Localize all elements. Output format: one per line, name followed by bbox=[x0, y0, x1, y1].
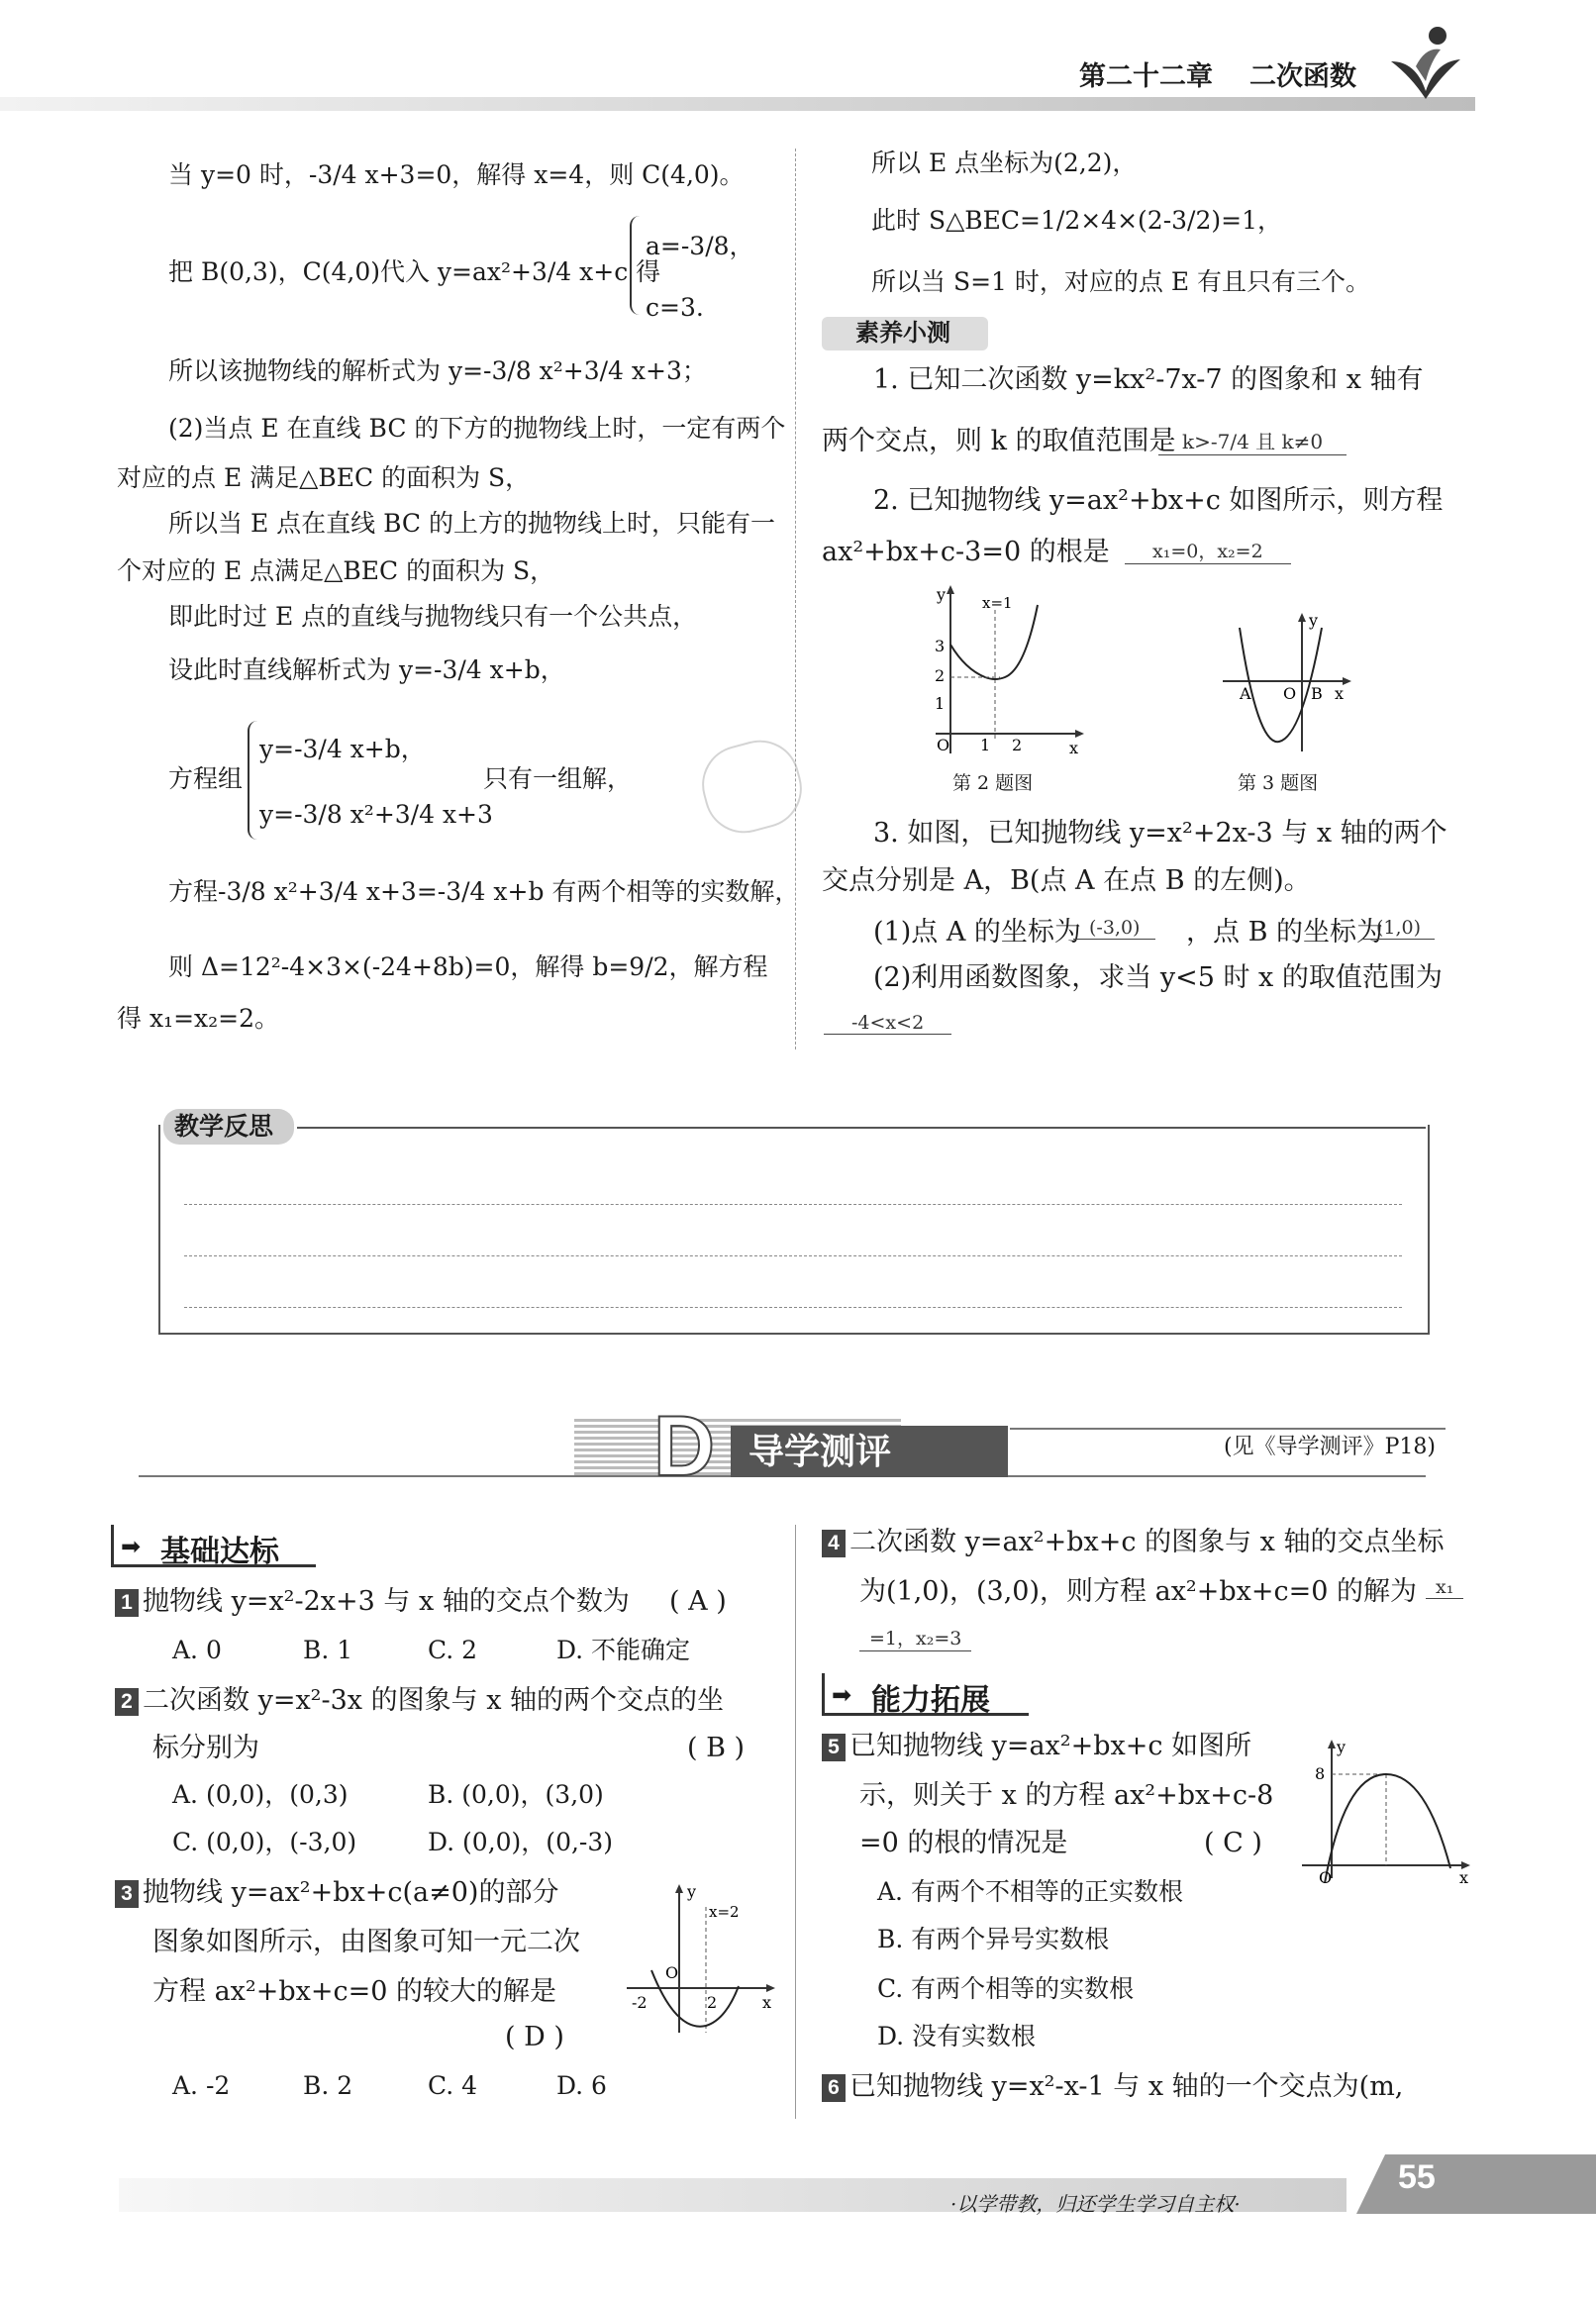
svg-text:x: x bbox=[1069, 739, 1079, 757]
answer: (1,0) bbox=[1362, 917, 1435, 940]
answer-paren: ( A ) bbox=[669, 1586, 727, 1617]
question: 4 二次函数 y=ax²+bx+c 的图象与 x 轴的交点坐标 bbox=[822, 1525, 1444, 1560]
arrow-icon: ➡ bbox=[121, 1533, 142, 1560]
svg-text:y: y bbox=[937, 585, 947, 604]
figure-jichu-q3-graph bbox=[622, 1879, 780, 2038]
solution-line: 把 B(0,3)，C(4,0)代入 y=ax²+3/4 x+c 得 bbox=[168, 257, 661, 286]
daoxue-title: 导学测评 bbox=[748, 1431, 892, 1471]
note-line bbox=[184, 1307, 1402, 1308]
option: B. 有两个异号实数根 bbox=[877, 1925, 1110, 1953]
svg-text:O: O bbox=[1283, 684, 1297, 703]
svg-text:O: O bbox=[937, 736, 950, 754]
option: A. (0,0)，(0,3) bbox=[172, 1780, 349, 1809]
q-text: 图象如图所示，由图象可知一元二次 bbox=[152, 1927, 580, 1957]
q-text: =0 的根的情况是 bbox=[859, 1828, 1068, 1858]
q-text: 交点分别是 A，B(点 A 在点 B 的左侧)。 bbox=[822, 865, 1311, 896]
svg-text:3: 3 bbox=[935, 637, 946, 655]
svg-text:y: y bbox=[1337, 1738, 1347, 1756]
question: 5 已知抛物线 y=ax²+bx+c 如图所 bbox=[822, 1729, 1251, 1764]
svg-text:-2: -2 bbox=[632, 1993, 648, 2012]
answer: x₁=0，x₂=2 bbox=[1125, 537, 1291, 564]
answer-paren: ( D ) bbox=[505, 2022, 564, 2052]
option: C. 2 bbox=[428, 1636, 478, 1664]
q-text: 方程 ax²+bx+c=0 的较大的解是 bbox=[152, 1976, 556, 2007]
question: 1 抛物线 y=x²-2x+3 与 x 轴的交点个数为 bbox=[115, 1584, 630, 1620]
option: A. 有两个不相等的正实数根 bbox=[877, 1877, 1183, 1906]
solution-line: 得 x₁=x₂=2。 bbox=[117, 1004, 279, 1033]
option: D. 没有实数根 bbox=[877, 2022, 1037, 2050]
option: D. (0,0)，(0,-3) bbox=[428, 1828, 614, 1856]
daoxue-letter: D bbox=[653, 1399, 716, 1494]
answer: k>-7/4 且 k≠0 bbox=[1158, 426, 1347, 455]
svg-text:x=1: x=1 bbox=[982, 594, 1013, 612]
svg-text:2: 2 bbox=[935, 666, 946, 685]
svg-text:y: y bbox=[687, 1882, 697, 1901]
option: B. 2 bbox=[303, 2071, 353, 2100]
nengli-title: 能力拓展 bbox=[871, 1684, 990, 1717]
figure-q3-graph bbox=[1218, 608, 1356, 756]
option: D. 6 bbox=[556, 2071, 607, 2100]
solution-line: a=-3/8， bbox=[646, 232, 754, 260]
svg-text:y: y bbox=[1309, 611, 1319, 630]
solution-line: 所以当 E 点在直线 BC 的上方的抛物线上时，只能有一 bbox=[168, 509, 776, 538]
page-number: 55 bbox=[1398, 2158, 1436, 2196]
svg-text:x: x bbox=[1459, 1868, 1469, 1883]
svg-text:2: 2 bbox=[1012, 736, 1023, 754]
svg-text:1: 1 bbox=[935, 694, 946, 713]
option: C. 4 bbox=[428, 2071, 478, 2100]
svg-text:1: 1 bbox=[980, 736, 991, 754]
solution-line: 设此时直线解析式为 y=-3/4 x+b， bbox=[168, 655, 565, 684]
q-text: 3. 如图，已知抛物线 y=x²+2x-3 与 x 轴的两个 bbox=[873, 818, 1447, 849]
option: C. (0,0)，(-3,0) bbox=[172, 1828, 357, 1856]
svg-text:2: 2 bbox=[707, 1993, 718, 2012]
q-text: 示，则关于 x 的方程 ax²+bx+c-8 bbox=[859, 1780, 1274, 1811]
option: A. 0 bbox=[172, 1636, 222, 1664]
figure-caption: 第 2 题图 bbox=[952, 772, 1034, 794]
svg-text:x: x bbox=[762, 1993, 772, 2012]
brace bbox=[630, 216, 644, 315]
reflection-topline bbox=[297, 1127, 1426, 1129]
q-text: 2. 已知抛物线 y=ax²+bx+c 如图所示，则方程 bbox=[873, 485, 1444, 516]
arrow-icon: ➡ bbox=[832, 1681, 852, 1709]
option: B. 1 bbox=[303, 1636, 353, 1664]
question: 3 抛物线 y=ax²+bx+c(a≠0)的部分 bbox=[115, 1875, 558, 1911]
solution-line: 对应的点 E 满足△BEC 的面积为 S， bbox=[117, 463, 531, 492]
answer-paren: ( B ) bbox=[687, 1733, 746, 1763]
answer: x₁ bbox=[1426, 1576, 1463, 1599]
question: 2 二次函数 y=x²-3x 的图象与 x 轴的两个交点的坐 bbox=[115, 1683, 724, 1719]
solution-line: (2)当点 E 在直线 BC 的下方的抛物线上时，一定有两个 bbox=[168, 414, 786, 443]
solution-line: 即此时过 E 点的直线与抛物线只有一个公共点， bbox=[168, 602, 698, 631]
solution-line: 所以该抛物线的解析式为 y=-3/8 x²+3/4 x+3； bbox=[168, 356, 707, 385]
page-number-tab bbox=[1356, 2154, 1596, 2214]
q-text: ax²+bx+c-3=0 的根是 bbox=[822, 537, 1110, 567]
svg-text:O: O bbox=[1319, 1868, 1333, 1883]
q-text: ，点 B 的坐标为 bbox=[1186, 917, 1384, 948]
stamp-icon bbox=[693, 732, 811, 843]
solution-line: 只有一组解， bbox=[483, 764, 633, 793]
option: B. (0,0)，(3,0) bbox=[428, 1780, 604, 1809]
q-text: 标分别为 bbox=[152, 1733, 259, 1763]
figure-q2-graph bbox=[931, 580, 1089, 768]
note-line bbox=[184, 1255, 1402, 1256]
answer: -4<x<2 bbox=[824, 1012, 951, 1035]
solution-line: 所以当 S=1 时，对应的点 E 有且只有三个。 bbox=[871, 267, 1371, 296]
svg-text:x: x bbox=[1335, 684, 1345, 703]
solution-line: 方程-3/8 x²+3/4 x+3=-3/4 x+b 有两个相等的实数解， bbox=[168, 877, 800, 906]
figure-caption: 第 3 题图 bbox=[1238, 772, 1319, 794]
svg-text:A: A bbox=[1240, 684, 1251, 703]
figure-q5-graph bbox=[1297, 1735, 1475, 1883]
reflection-box bbox=[158, 1125, 1430, 1335]
q-text: 为(1,0)，(3,0)，则方程 ax²+bx+c=0 的解为 bbox=[859, 1576, 1418, 1607]
svg-text:8: 8 bbox=[1315, 1764, 1326, 1783]
svg-text:x=2: x=2 bbox=[709, 1903, 740, 1921]
column-divider bbox=[795, 1525, 796, 2119]
solution-line: y=-3/8 x²+3/4 x+3 bbox=[259, 800, 493, 829]
jichu-title: 基础达标 bbox=[160, 1536, 279, 1568]
q-text: (2)利用函数图象，求当 y<5 时 x 的取值范围为 bbox=[873, 962, 1443, 993]
column-divider bbox=[795, 149, 796, 1049]
question: 6 已知抛物线 y=x²-x-1 与 x 轴的一个交点为(m, bbox=[822, 2069, 1403, 2105]
svg-text:B: B bbox=[1311, 684, 1323, 703]
solution-line: 此时 S△BEC=1/2×4×(2-3/2)=1， bbox=[871, 206, 1282, 235]
solution-line: 当 y=0 时，-3/4 x+3=0，解得 x=4，则 C(4,0)。 bbox=[168, 160, 745, 189]
daoxue-topline bbox=[1010, 1428, 1446, 1430]
answer-paren: ( C ) bbox=[1204, 1828, 1262, 1858]
q-text: 两个交点，则 k 的取值范围是 bbox=[822, 426, 1176, 456]
header-title: 二次函数 bbox=[1249, 61, 1356, 91]
solution-line: 则 Δ=12²-4×3×(-24+8b)=0，解得 b=9/2，解方程 bbox=[168, 952, 768, 981]
svg-text:O: O bbox=[665, 1963, 679, 1982]
footer-slogan: ·以学带教，归还学生学习自主权· bbox=[950, 2192, 1241, 2216]
solution-line: 所以 E 点坐标为(2,2)， bbox=[871, 149, 1138, 177]
daoxue-ref: (见《导学测评》P18) bbox=[1224, 1435, 1436, 1459]
option: C. 有两个相等的实数根 bbox=[877, 1974, 1135, 2003]
solution-line: c=3. bbox=[646, 293, 704, 322]
answer: =1，x₂=3 bbox=[859, 1624, 971, 1651]
option: A. -2 bbox=[172, 2071, 231, 2100]
answer: (-3,0) bbox=[1073, 917, 1155, 940]
logo-icon bbox=[1386, 22, 1465, 101]
option: D. 不能确定 bbox=[556, 1636, 691, 1664]
q-text: 1. 已知二次函数 y=kx²-7x-7 的图象和 x 轴有 bbox=[873, 364, 1424, 395]
header-chapter: 第二十二章 bbox=[1079, 61, 1213, 91]
reflection-title: 教学反思 bbox=[174, 1113, 274, 1141]
q-text: (1)点 A 的坐标为 bbox=[873, 917, 1081, 948]
solution-line: 方程组 bbox=[168, 764, 244, 793]
solution-line: 个对应的 E 点满足△BEC 的面积为 S， bbox=[117, 556, 555, 585]
header-band bbox=[0, 97, 1475, 111]
note-line bbox=[184, 1204, 1402, 1205]
suyang-title: 素养小测 bbox=[855, 320, 950, 347]
solution-line: y=-3/4 x+b， bbox=[259, 735, 426, 763]
